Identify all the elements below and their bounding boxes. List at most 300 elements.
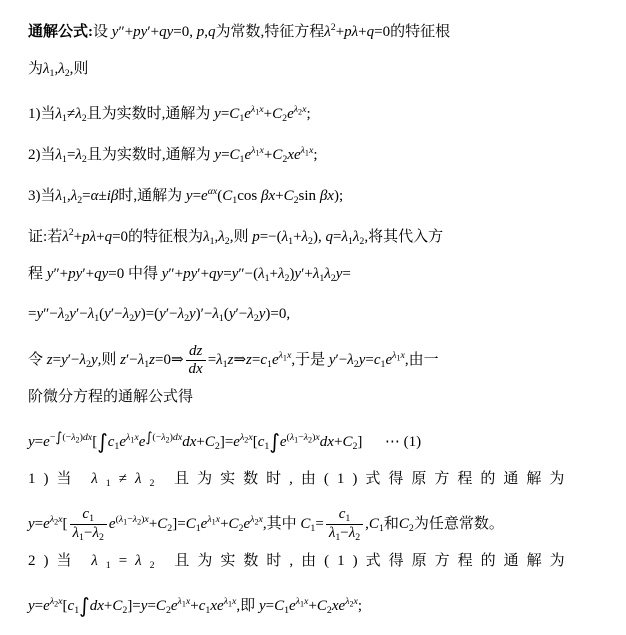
math-text: λ [70,187,78,204]
math-text: 1 [255,107,260,117]
math-text: 1 [123,517,128,527]
math-text: e [244,146,252,163]
math-text: , [365,515,369,532]
math-text: e [43,515,50,532]
cjk-text: 当 [56,470,80,487]
math-text: 1 [195,522,201,534]
superscript [287,432,320,443]
math-text: 1 [222,358,228,370]
math-text: λ [278,350,283,361]
math-text: y [335,266,343,282]
math-text: 1 [89,512,95,524]
math-text: z [120,351,126,368]
math-text: qy [159,23,174,40]
math-text: 2 [349,599,354,609]
math-text: x [353,596,358,607]
cjk-text: 设 [93,22,109,40]
cjk-text: 其中 [266,514,297,532]
cjk-text: 和 [383,514,399,532]
math-text: λ [258,266,265,282]
math-text: λ [203,228,210,245]
math-text: 1 [211,517,216,527]
math-text: = [34,515,44,532]
math-text: ′− [67,351,80,368]
math-text: ( [217,187,223,204]
math-text: + [103,597,113,614]
cjk-text: 中得 [127,265,158,282]
text-run [93,24,450,40]
math-text: λ [300,145,305,156]
math-text: , [161,105,166,122]
proof-factored-line [28,294,616,335]
math-text: , [161,146,166,163]
math-text: xe [210,597,224,614]
math-text: y [258,306,266,322]
math-text: y [185,187,193,204]
cjk-text: 将其代入方 [368,227,444,245]
math-text: ′− [235,306,248,322]
math-text: y [358,351,366,368]
math-text: ′+ [82,266,95,282]
math-text: C [204,433,215,450]
superscript [345,596,358,607]
cjk-text: 通解公式 [28,22,89,40]
math-text: y [214,105,221,122]
math-text: 2 [167,522,173,534]
math-text: 2 [282,153,288,165]
math-text: dx [188,361,203,377]
cjk-text: 由 [300,470,324,487]
math-text: λ [43,61,50,77]
math-text: )=0, [265,306,291,322]
math-text: 1 [282,353,287,363]
math-text: C [222,187,233,204]
math-text: qy [209,266,224,282]
math-text: (− [62,432,72,443]
case1-formula-line [28,89,616,130]
math-text: − [340,525,349,541]
math-text: y [46,266,54,282]
math-text: + [275,187,284,204]
math-text: qy [94,266,109,282]
math-text: = [207,351,217,368]
math-text: xe [331,597,346,614]
math-text: 2 [293,194,299,206]
math-text: + [196,433,205,450]
math-text: ″−( [238,266,259,282]
math-text: C [229,105,240,122]
math-text: 2 [244,435,249,445]
heading-line-continued [28,48,616,89]
math-text: + [358,23,367,40]
math-text: ), [312,228,326,245]
math-text: 1 [345,512,351,524]
proof-first-order-line [28,376,616,417]
cjk-text: 为 [28,60,44,77]
math-text: λ [277,266,285,282]
math-text: + [190,597,199,614]
text-run [28,306,290,322]
math-text: 1 [396,353,401,363]
math-text: C [229,146,240,163]
math-text: λ [207,514,212,525]
math-text: ′+ [147,23,160,40]
math-text: , [66,187,71,204]
math-text: 2 [81,112,87,124]
math-text: λ [161,432,166,443]
math-text: 1 [114,440,120,452]
math-text: y [214,146,222,163]
fraction-numerator [186,343,206,360]
math-text: λ [250,514,255,525]
math-text: = [221,146,230,163]
math-text: 1) [28,105,41,122]
math-text: = [332,228,342,245]
math-text: y [159,306,166,322]
math-text: 1 [264,440,270,452]
math-text: e [279,433,287,450]
math-text: λ [91,553,106,569]
math-text: py [183,266,198,282]
math-text: C [272,105,283,122]
case2-derivation-result-line [28,581,616,622]
text-run [28,266,351,282]
math-text: 3) [28,187,41,204]
roman-function-name: cos [237,187,258,204]
fraction [186,343,206,379]
math-text: y [294,266,302,282]
math-text: ; [313,146,318,163]
cjk-text: 则 [233,227,249,245]
math-text [163,553,175,569]
math-text: βx [319,187,334,204]
subscript [106,478,119,489]
math-text: 2 [359,235,365,247]
fraction-numerator [326,506,363,524]
math-text: , [69,61,74,77]
math-text: ″+ [168,266,184,282]
math-text: C [228,515,239,532]
cjk-text: 令 [28,350,44,368]
math-text: x [259,104,264,115]
math-text: dx [319,433,334,450]
superscript [116,514,149,525]
math-text [162,471,174,487]
superscript [240,432,253,443]
math-text: x [58,514,63,525]
math-text: λ [328,525,336,541]
math-text: λ [134,471,150,487]
cjk-text: 通解为 [137,186,183,204]
math-text: ′+ [197,266,210,282]
math-text: = [192,187,202,204]
math-text: = [82,187,91,204]
math-text: , [54,61,59,77]
text-run [28,593,363,618]
math-text: ≠ [118,471,135,487]
math-text: y [28,515,35,532]
math-text [80,471,92,487]
math-text: 1 [284,604,290,616]
math-text: 2 [326,604,332,616]
math-text: (1) [324,553,366,569]
roman-function-name: sin [298,187,317,204]
cjk-text: 式得原方程的通解为 [365,552,573,569]
math-text: y [231,266,239,282]
math-text: =0 [112,228,129,245]
math-text: ′− [335,351,348,368]
math-text: + [148,515,158,532]
superscript [250,514,263,525]
cjk-text: 阶微分方程的通解公式得 [28,388,194,405]
math-text: ; [357,597,363,614]
math-text: e [108,515,116,532]
math-text: + [263,105,273,122]
math-text: 1 [218,312,224,324]
math-text: 2 [54,517,59,527]
case1-derivation-result-line [28,499,616,543]
math-text: [ [62,515,68,532]
math-text: ]= [127,597,141,614]
math-text: 1 [105,477,119,489]
text-run [28,147,318,163]
math-text: 1 [130,435,135,445]
math-text: y [328,351,336,368]
math-text: ) [141,514,145,525]
bold-heading-text [28,24,93,40]
math-text: C [368,515,379,532]
math-text: λ [347,351,354,368]
math-text: , [291,351,296,368]
math-text: c [257,433,265,450]
math-text: λ [341,228,348,245]
math-text: 2 [352,440,358,452]
math-text: e [138,433,146,450]
math-text: λ [324,23,331,40]
math-text: λ [250,104,256,115]
math-text: 1 [209,235,215,247]
subscript [89,513,94,524]
math-text: y [228,306,236,322]
math-text: q [366,23,375,40]
math-text: y [90,351,98,368]
cjk-text: 且为实数时 [86,145,162,163]
math-text: , [260,23,265,40]
cjk-text: 即 [240,596,256,614]
math-text: e [244,105,251,122]
math-text: λ [91,471,106,487]
math-text: = [34,597,44,614]
math-text: )′− [195,306,213,322]
cjk-text: 特征方程 [264,22,325,40]
math-text: ( [115,514,119,525]
math-text: c [373,351,381,368]
math-text: x [286,350,292,361]
math-text: c [82,505,90,522]
math-text: 1 [62,153,67,165]
math-text: 2 [75,435,80,445]
math-text: − [83,525,93,541]
superscript [296,596,309,607]
math-text: λ [135,553,150,569]
math-text: 1 [380,358,386,370]
math-text: , [204,23,208,40]
math-text: 2 [77,194,83,206]
math-text: 2 [165,604,171,616]
math-text: 1 [304,148,309,158]
math-text: ∫ [55,430,63,446]
math-text: − [298,432,304,443]
math-text: y [36,306,44,322]
math-text: 1 [319,272,325,284]
math-text: z [246,351,252,368]
math-text: 1 [267,358,272,370]
math-text: 1 [49,67,55,79]
math-text: 1 [62,194,67,206]
math-text: ± [98,187,107,204]
math-text: 2 [81,153,87,165]
math-text: λ [126,432,131,443]
math-text: λ [216,351,223,368]
math-text: ″− [43,306,58,322]
superscript [392,350,405,361]
subscript [150,560,163,571]
math-text: 1 [310,522,316,534]
math-text: y [111,23,119,40]
math-text: x [248,432,253,443]
math-text: p [252,228,260,245]
math-text: C [300,515,311,532]
math-text: 2 [68,227,74,238]
math-text: λ [72,525,80,541]
math-text: 2 [408,522,414,534]
math-text: = [34,433,44,450]
math-text: e [271,351,279,368]
math-text: e [43,433,50,450]
math-text: : [88,23,94,40]
math-text: + [96,228,105,245]
math-text: x [315,432,320,443]
math-text: λ [281,228,289,245]
math-text: 2) [28,553,57,569]
math-text: λ [58,61,65,77]
math-text: c [67,597,75,614]
math-text: 1 [144,358,150,370]
math-text: + [335,23,345,40]
case3-formula-line [28,171,616,212]
math-text: 2 [137,517,142,527]
math-text: ′− [125,351,138,368]
math-text: , [229,228,234,245]
text-run [28,429,422,454]
math-text: C [274,597,285,614]
math-text: λ [289,432,295,443]
math-text: , [214,228,219,245]
cjk-text: 当 [40,145,56,163]
cjk-text: 的特征根为 [128,227,204,245]
subscript [106,560,119,571]
math-text: ⇒ [233,351,247,368]
math-text: x [259,145,264,156]
proof-substitution-z-line [28,335,616,376]
math-text: 2 [330,22,336,33]
cjk-text: 若 [47,227,63,245]
superscript [49,430,93,446]
math-text: y [104,306,111,322]
math-text: λ [251,145,256,156]
math-text: λ [122,306,130,322]
math-text: c [338,505,346,522]
math-text: λ [324,266,331,282]
math-text: λ [55,187,63,204]
math-text: 1 [94,312,100,324]
math-text: 2 [184,312,189,324]
math-text: ( [286,432,290,443]
math-text: c [107,433,115,450]
math-text: 2 [214,440,220,452]
math-text: λ [62,228,69,245]
math-text: py [68,266,83,282]
math-text: C [283,187,294,204]
math-text: dx [182,433,197,450]
math-text: λ [218,228,225,245]
math-text: q [207,23,216,40]
math-text: =0 [108,266,128,282]
math-text: y [28,433,35,450]
math-text: 2 [308,235,313,247]
cjk-text: 当 [40,104,56,122]
math-text: 2 [54,599,59,609]
math-text: = [220,105,230,122]
superscript [251,104,264,115]
fraction [70,506,107,544]
math-text: q [325,228,333,245]
math-text: x [304,596,309,607]
math-text: e [201,187,208,204]
math-text: [ [62,597,68,614]
math-text: λ [75,146,82,163]
math-text: xe [287,146,301,163]
math-text: e [170,597,178,614]
math-text: 2 [308,435,313,445]
math-text: x [134,432,139,443]
math-text: 2 [122,604,128,616]
math-text: y [140,597,148,614]
math-text: [ [92,433,98,450]
text-run [28,505,504,543]
math-text: p [196,23,205,40]
math-text: , [289,471,301,487]
math-text: λ [348,525,356,541]
math-text: , [364,228,369,245]
math-text: ; [306,105,311,122]
math-text: x [258,514,263,525]
math-text: ) [79,432,83,443]
math-text: z [149,351,155,368]
cjk-text: 且为实数时 [174,552,290,569]
math-text: x [215,514,221,525]
math-text: λ [75,105,82,122]
math-text: C [316,597,327,614]
cjk-text: 由一 [408,350,439,368]
math-text: 2 [165,435,170,445]
math-text: λ [79,351,86,368]
math-text: e [200,515,208,532]
math-text: ) [312,432,316,443]
math-text: 2 [330,272,336,284]
math-text: ); [333,187,344,204]
math-text: ] ⋯ (1) [357,433,422,450]
